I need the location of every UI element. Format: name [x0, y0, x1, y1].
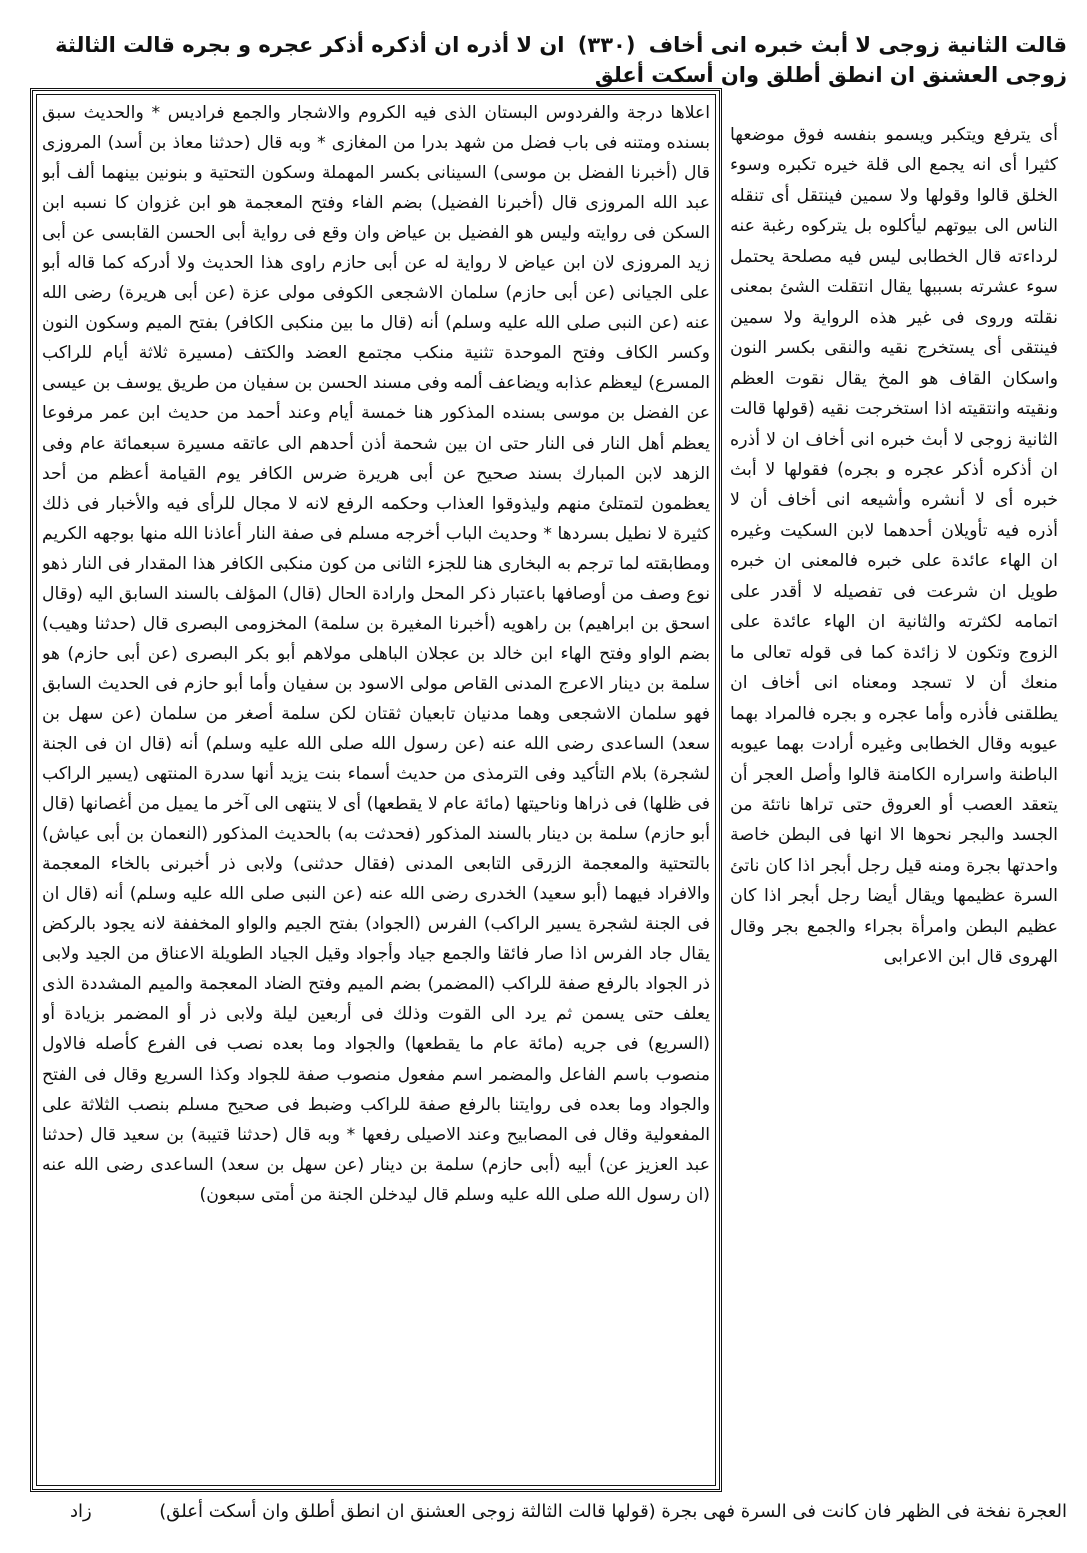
header-right-text: قالت الثانية زوجى لا أبث خبره انى أخاف: [648, 33, 1067, 57]
margin-commentary: [730, 120, 1058, 1492]
footer-text: العجرة نفخة فى الظهر فان كانت فى السرة فهى بجرة (قولها قالت الثالثة زوجى العشنق ان انطق أطلق وان أسكت أعلق): [159, 1501, 1067, 1522]
margin-text-body: أى يترفع ويتكبر ويسمو بنفسه فوق موضعها كثيرا أى انه يجمع الى قلة خيره تكبره وسوء الخلق قالوا وقولها ولا سمين فينتقل أى تنقله الناس الى بيوتهم ليأكلوه بل يتركوه رغبة عنه لرداءته قال الخطابى ليس فيه مصلحة يحتمل سوء عشرته بسببها يقال انتقلت الشئ بمعنى نقلته وروى فى غير هذه الرواية ولا سمين فينتقى أى يستخرج نقيه والنقى بكسر النون واسكان القاف هو المخ يقال نقوت العظم ونقيته وانتقيته اذا استخرجت نقيه (قولها قالت الثانية زوجى لا أبث خبره انى أخاف ان لا أذره ان أذكره أذكر عجره و بجره) فقولها لا أبث خبره أى لا أنشره وأشيعه انى أخاف أن لا أذره فيه تأويلان أحدهما لابن السكيت وغيره ان الهاء عائدة على خبره فالمعنى ان خبره طويل ان شرعت فى تفصيله لا أقدر على اتمامه لكثرته والثانية ان الهاء عائدة على الزوج وتكون لا زائدة كما فى قوله تعالى ما منعك أن لا تسجد ومعناه انى أخاف ان يطلقنى فأذره وأما عجره و بجره فالمراد بهما عيوبه وقال الخطابى وغيره أرادت بهما عيوبه الباطنة واسراره الكامنة قالوا وأصل العجر أن يتعقد العصب أو العروق حتى تراها ناتئة من الجسد والبجر نحوها الا انها فى البطن خاصة واحدتها بجرة ومنه قيل رجل أبجر اذا كان ناتئ السرة عظيمها ويقال أيضا رجل أبجر اذا كان عظيم البطن وامرأة بجراء والجمع بجر وقال الهروى قال ابن الاعرابى: [730, 125, 1058, 968]
main-text-body: اعلاها درجة والفردوس البستان الذى فيه الكروم والاشجار والجمع فراديس * والحديث سبق بسنده ومتنه فى باب فضل من شهد بدرا من المغازى * وبه قال (حدثنا معاذ بن أسد) المروزى قال (أخبرنا الفضل بن موسى) السينانى بكسر المهملة وسكون التحتية و بنونين بينهما ألف أبو عبد الله المروزى قال (أخبرنا الفضيل) بضم الفاء وفتح المعجمة هو ابن غزوان كا نسبه ابن السكن فى روايته وليس هو الفضيل بن عياض وان وقع فى رواية أبى الحسن القابسى عن أبى زيد المروزى لان ابن عياض لا رواية له عن أبى حازم راوى هذا الحديث ولا أدركه كما قاله أبو على الجيانى (عن أبى حازم) سلمان الاشجعى الكوفى مولى عزة (عن أبى هريرة) رضى الله عنه (عن النبى صلى الله عليه وسلم) أنه (قال ما بين منكبى الكافر) بفتح الميم وسكون النون وكسر الكاف وفتح الموحدة تثنية منكب مجتمع العضد والكتف (مسيرة ثلاثة أيام للراكب المسرع) ليعظم عذابه ويضاعف ألمه وفى مسند الحسن بن سفيان من طريق يوسف بن عيسى عن الفضل بن موسى بسنده المذكور هنا خمسة أيام وعند أحمد من حديث ابن عمر مرفوعا يعظم أهل النار فى النار حتى ان بين شحمة أذن أحدهم الى عاتقه مسيرة سبعمائة عام وفى الزهد لابن المبارك بسند صحيح عن أبى هريرة ضرس الكافر يوم القيامة أعظم من أحد يعظمون لتمتلئ منهم وليذوقوا العذاب وحكمه الرفع لانه لا مجال للرأى فيه والأخبار فى ذلك كثيرة لا نطيل بسردها * وحديث الباب أخرجه مسلم فى صفة النار أعاذنا الله منها بوجهه الكريم ومطابقته لما ترجم به البخارى هنا للجزء الثانى من كون منكبى الكافر هذا المقدار فى النار ذهو نوع وصف من أوصافها باعتبار ذكر المحل وارادة الحال (قال) المؤلف بالسند السابق اليه (وقال اسحق بن ابراهيم) بن راهويه (أخبرنا المغيرة بن سلمة) المخزومى البصرى قال (حدثنا وهيب) بضم الواو وفتح الهاء ابن خالد بن عجلان الباهلى مولاهم أبو بكر البصرى (عن أبى حازم) هو سلمة بن دينار الاعرج المدنى القاص مولى الاسود بن سفيان وأما أبو حازم فى الحديث السابق فهو سلمان الاشجعى وهما مدنيان تابعيان ثقتان لكن سلمة أصغر من سلمان (عن سهل بن سعد) الساعدى رضى الله عنه (عن رسول الله صلى الله عليه وسلم) أنه (قال ان فى الجنة لشجرة) بلام التأكيد وفى الترمذى من حديث أسماء بنت يزيد أنها سدرة المنتهى (يسير الراكب فى ظلها) فى ذراها وناحيتها (مائة عام لا يقطعها) أى لا ينتهى الى آخر ما يميل من أغصانها (قال أبو حازم) سلمة بن دينار بالسند المذكور (فحدثت به) بالحديث المذكور (النعمان بن أبى عياش) بالتحتية والمعجمة الزرقى التابعى المدنى (فقال حدثنى) ولابى ذر أخبرنى بالخاء المعجمة والافراد فيهما (أبو سعيد) الخدرى رضى الله عنه (عن النبى صلى الله عليه وسلم) أنه (قال ان فى الجنة لشجرة يسير الراكب) الفرس (الجواد) بفتح الجيم والواو المخففة لانه يجود بالركض يقال جاد الفرس اذا صار فائقا والجمع جياد وأجواد وقيل الجياد الطويلة الاعناق من الجيد ولابى ذر الجواد بالرفع صفة للراكب (المضمر) بضم الميم وفتح الضاد المعجمة والميم المشددة الذى يعلف حتى يسمن ثم يرد الى القوت وذلك فى أربعين ليلة ولابى ذر أو المضمر بزيادة أو (السريع) فى جريه (مائة عام ما يقطعها) والجواد وما بعده نصب فى الفرع كأصله فالاول منصوب باسم الفاعل والمضمر اسم مفعول منصوب صفة للجواد وكذا السريع وقال فى الفتح والجواد وما بعده فى روايتنا بالرفع صفة للراكب وضبط فى صحيح مسلم بنصب الثلاثة على المفعولية وقال فى المصابيح وعند الاصيلى رفعها * وبه قال (حدثنا قتيبة) بن سعيد قال (حدثنا عبد العزيز عن) أبيه (أبى حازم) سلمة بن دينار (عن سهل بن سعد) الساعدى رضى الله عنه (ان رسول الله صلى الله عليه وسلم قال ليدخلن الجنة من أمتى سبعون): [42, 103, 710, 1205]
header-left-text: ان لا أذره ان أذكره أذكر عجره و بجره قالت الثالثة زوجى العشنق ان انطق أطلق وان أسكت أعلق: [55, 33, 1067, 87]
main-text-block: [42, 98, 710, 1482]
catchword: زاد: [70, 1501, 92, 1522]
page-number: (٣٣٠): [577, 33, 636, 57]
page-footer: [30, 1496, 1067, 1532]
